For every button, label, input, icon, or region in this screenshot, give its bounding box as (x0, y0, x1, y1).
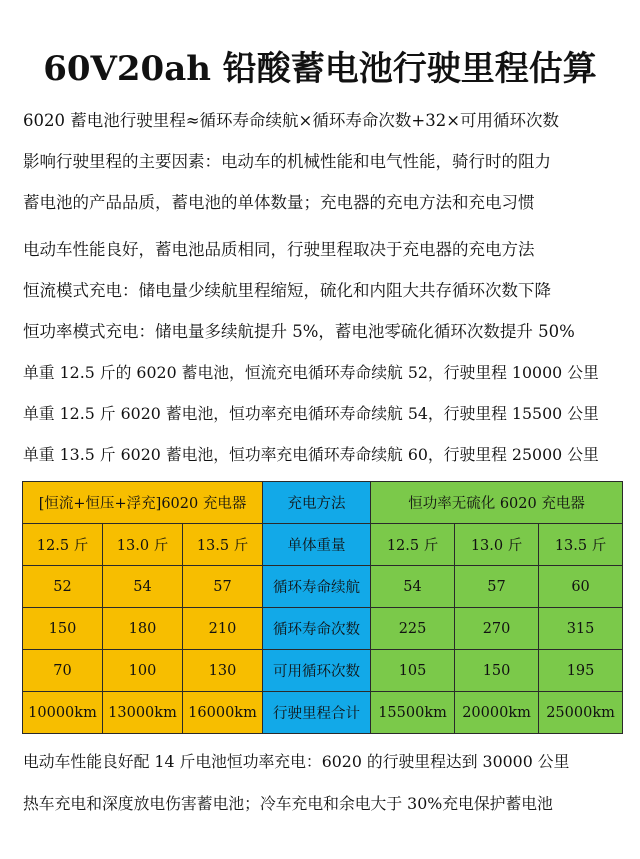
standard-charger-header: [恒流+恒压+浮充]6020 充电器 (23, 482, 263, 524)
table-cell: 57 (455, 566, 539, 608)
table-cell: 70 (23, 650, 103, 692)
table-cell: 225 (371, 608, 455, 650)
table-cell: 195 (539, 650, 623, 692)
row-label: 行驶里程合计 (263, 692, 371, 734)
row-label: 循环寿命次数 (263, 608, 371, 650)
table-row (23, 692, 623, 734)
table-header-row (23, 482, 623, 524)
table-cell: 13.0 斤 (455, 524, 539, 566)
table-row (23, 650, 623, 692)
table-cell: 13.5 斤 (183, 524, 263, 566)
table-cell: 20000km (455, 692, 539, 734)
factor-line-1: 影响行驶里程的主要因素：电动车的机械性能和电气性能，骑行时的阻力 (23, 152, 551, 171)
example-line-2: 单重 12.5 斤 6020 蓄电池，恒功率充电循环寿命续航 54，行驶里程 15500 公里 (23, 404, 599, 423)
factor-line-2: 蓄电池的产品品质，蓄电池的单体数量；充电器的充电方法和充电习惯 (23, 193, 535, 212)
table-cell: 52 (23, 566, 103, 608)
row-label: 可用循环次数 (263, 650, 371, 692)
table-cell: 210 (183, 608, 263, 650)
table-cell: 180 (103, 608, 183, 650)
constant-current-line: 恒流模式充电：储电量少续航里程缩短，硫化和内阻大共存循环次数下降 (23, 281, 551, 300)
comparison-table (22, 481, 623, 734)
table-cell: 13000km (103, 692, 183, 734)
table-cell: 130 (183, 650, 263, 692)
constant-power-line: 恒功率模式充电：储电量多续航提升 5%，蓄电池零硫化循环次数提升 50% (23, 322, 575, 341)
table-cell: 25000km (539, 692, 623, 734)
table-cell: 270 (455, 608, 539, 650)
table-cell: 16000km (183, 692, 263, 734)
page-title: 60V20ah 铅酸蓄电池行驶里程估算 (43, 49, 597, 89)
table-cell: 100 (103, 650, 183, 692)
table-cell: 13.0 斤 (103, 524, 183, 566)
row-label: 循环寿命续航 (263, 566, 371, 608)
table-row (23, 524, 623, 566)
table-row (23, 608, 623, 650)
table-cell: 150 (23, 608, 103, 650)
table-cell: 13.5 斤 (539, 524, 623, 566)
table-cell: 54 (371, 566, 455, 608)
table-row (23, 566, 623, 608)
table-cell: 315 (539, 608, 623, 650)
footer-line-1: 电动车性能良好配 14 斤电池恒功率充电：6020 的行驶里程达到 30000 公里 (23, 752, 570, 771)
table-cell: 60 (539, 566, 623, 608)
footer-line-2: 热车充电和深度放电伤害蓄电池；冷车充电和余电大于 30%充电保护蓄电池 (23, 794, 553, 813)
conclusion-line: 电动车性能良好，蓄电池品质相同，行驶里程取决于充电器的充电方法 (23, 240, 535, 259)
table-cell: 10000km (23, 692, 103, 734)
table-cell: 12.5 斤 (23, 524, 103, 566)
example-line-1: 单重 12.5 斤的 6020 蓄电池，恒流充电循环寿命续航 52，行驶里程 10000 公里 (23, 363, 599, 382)
constant-power-charger-header: 恒功率无硫化 6020 充电器 (371, 482, 623, 524)
method-header: 充电方法 (263, 482, 371, 524)
table-cell: 57 (183, 566, 263, 608)
table-cell: 105 (371, 650, 455, 692)
table-cell: 54 (103, 566, 183, 608)
formula-line: 6020 蓄电池行驶里程≈循环寿命续航×循环寿命次数+32×可用循环次数 (23, 111, 560, 130)
table-cell: 12.5 斤 (371, 524, 455, 566)
example-line-3: 单重 13.5 斤 6020 蓄电池，恒功率充电循环寿命续航 60，行驶里程 25000 公里 (23, 445, 599, 464)
table-cell: 15500km (371, 692, 455, 734)
row-label: 单体重量 (263, 524, 371, 566)
table-cell: 150 (455, 650, 539, 692)
